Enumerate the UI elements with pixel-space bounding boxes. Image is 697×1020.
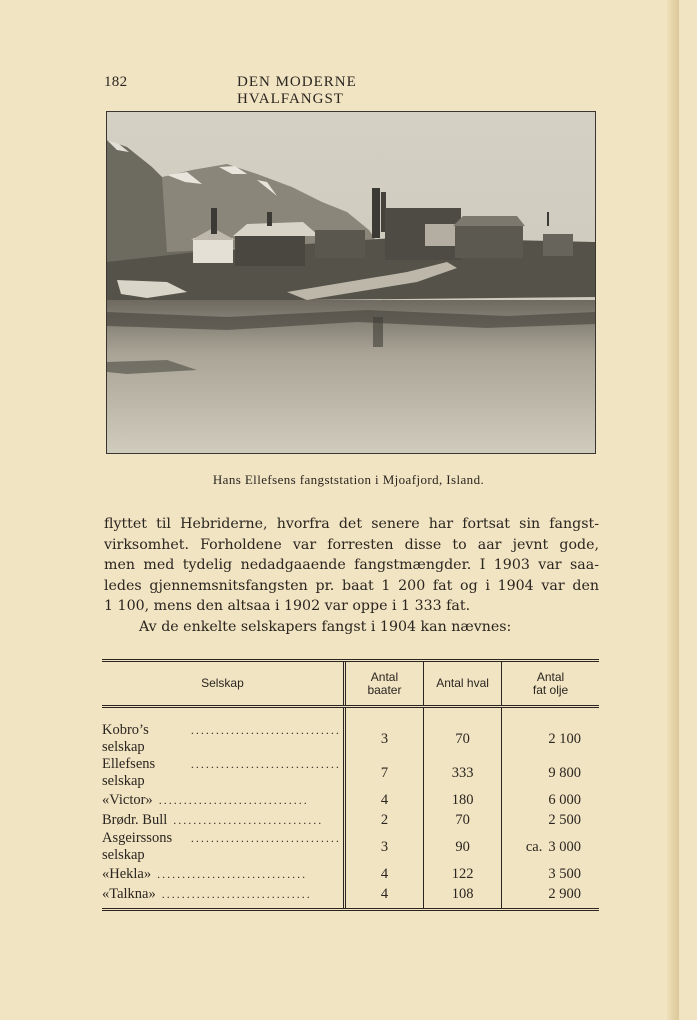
whales-value: 108 [424,884,502,910]
boats-value: 3 [344,707,423,757]
boats-value: 7 [344,756,423,790]
table-header-row [102,661,599,707]
whales-value: 333 [424,756,502,790]
company-name: Ellefsens selskap [102,756,156,789]
table-row [102,864,599,884]
company-name: Asgeirssons selskap [102,830,173,863]
company-name: «Hekla» [102,865,152,882]
page-header [104,74,462,107]
body-line: Av de enkelte selskapers fangst i 1904 kan nævnes: [139,618,512,635]
company-name: «Talkna» [102,885,156,902]
company-name: Kobro’s selskap [102,722,149,755]
page-edge [667,0,679,1020]
company-name: «Victor» [102,791,153,808]
dot-leader: .............................. [158,792,309,807]
table-row [102,790,599,810]
header-oil: Antal fat olje [502,661,599,707]
dot-leader: .............................. [190,757,341,771]
body-line: flyttet til Hebriderne, hvorfra det senere har fortsat sin fangst- [104,516,599,532]
figure-caption: Hans Ellefsens fangststation i Mjoafjord, Island. [212,472,485,487]
table-row [102,830,599,864]
page-number: 182 [104,74,128,90]
whales-value: 70 [424,707,502,757]
header-boats: Antal baater [344,661,423,707]
dot-leader: .............................. [190,831,341,845]
body-line: 1 100, mens den altsaa i 1902 var oppe i 1 333 fat. [104,598,471,614]
white-house [193,238,233,263]
catch-table [102,659,599,911]
boats-value: 3 [344,830,423,864]
dot-leader: .............................. [161,886,312,901]
oil-value: 2 900 [502,884,599,910]
body-line: ledes gjennemsnitsfangsten pr. baat 1 200 fat og i 1904 var den [104,577,599,594]
header-whales: Antal hval [424,661,502,707]
whales-value: 180 [424,790,502,810]
oil-value: ca. 3 000 [502,830,599,864]
table-row [102,810,599,830]
table-row [102,756,599,790]
running-title: DEN MODERNE HVALFANGST [237,74,357,107]
large-shed [235,234,305,266]
oil-value: 9 800 [502,756,599,790]
whaling-station-photo [106,111,596,454]
whales-value: 122 [424,864,502,884]
whales-value: 70 [424,810,502,830]
boats-value: 4 [344,790,423,810]
boats-value: 2 [344,810,423,830]
body-line: virksomhet. Forholdene var forresten disse to aar jevnt gode, [104,536,599,553]
boats-value: 4 [344,864,423,884]
dot-leader: .............................. [190,723,341,737]
boats-value: 4 [344,884,423,910]
body-paragraph [104,514,599,637]
chimney [372,188,380,238]
company-name: Brødr. Bull [102,811,168,828]
body-line: men med tydelig nedadgaaende fangstmængder. I 1903 var saa- [104,557,599,573]
table-row [102,707,599,757]
oil-value: 2 500 [502,810,599,830]
whales-value: 90 [424,830,502,864]
oil-value: 2 100 [502,707,599,757]
dot-leader: .............................. [173,812,324,827]
oil-value: 3 500 [502,864,599,884]
oil-value: 6 000 [502,790,599,810]
header-company: Selskap [102,661,344,707]
table-row [102,884,599,910]
dot-leader: .............................. [157,866,308,881]
